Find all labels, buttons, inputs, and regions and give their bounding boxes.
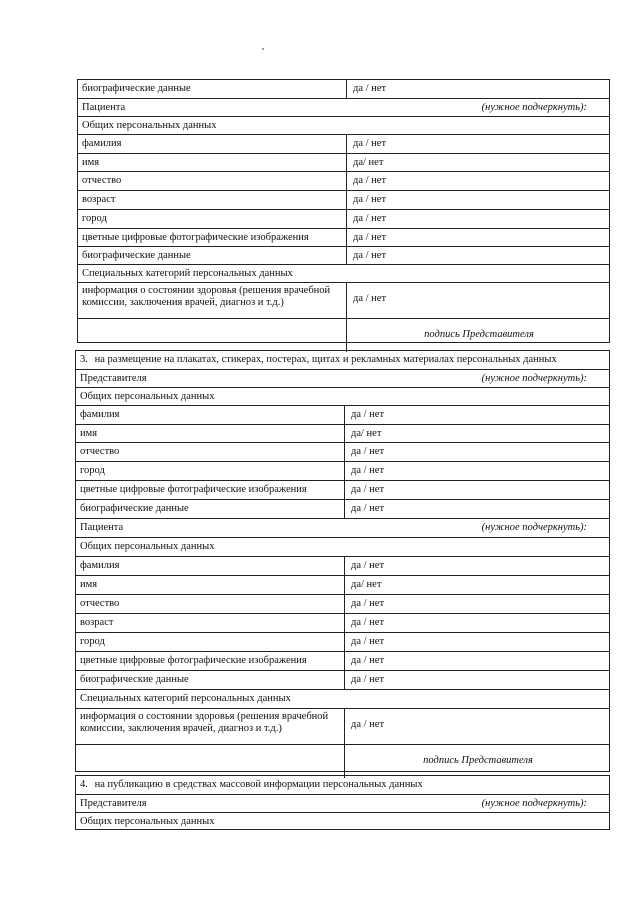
yes-no-choice[interactable]: да / нет bbox=[353, 250, 387, 261]
table-row bbox=[78, 191, 609, 210]
field-label: информация о состоянии здоровья (решения врачебной комиссии, заключения врачей, диагноз и т.д.) bbox=[78, 283, 347, 318]
table-row bbox=[76, 425, 609, 443]
consent-table-continued bbox=[77, 79, 610, 343]
table-row bbox=[78, 247, 609, 265]
yes-no-choice[interactable]: да / нет bbox=[351, 503, 385, 514]
field-label: биографические данные bbox=[78, 80, 347, 98]
subgroup-label: Общих персональных данных bbox=[80, 541, 215, 552]
field-label: возраст bbox=[76, 614, 345, 632]
yes-no-choice[interactable]: да / нет bbox=[353, 138, 387, 149]
hint-text: (нужное подчеркнуть): bbox=[481, 102, 587, 113]
field-label: фамилия bbox=[76, 406, 345, 424]
subgroup-header bbox=[78, 265, 609, 283]
yes-no-choice[interactable]: да / нет bbox=[351, 484, 385, 495]
yes-no-choice[interactable]: да / нет bbox=[351, 655, 385, 666]
field-label: биографические данные bbox=[76, 500, 345, 518]
table-row bbox=[76, 614, 609, 633]
yes-no-choice[interactable]: да / нет bbox=[351, 409, 385, 420]
section-title: на размещение на плакатах, стикерах, постерах, щитах и рекламных материалах персональных данных bbox=[94, 354, 557, 365]
group-label: Представителя bbox=[80, 798, 147, 809]
table-row bbox=[76, 671, 609, 690]
table-row bbox=[76, 633, 609, 652]
field-label: возраст bbox=[78, 191, 347, 209]
table-row bbox=[76, 500, 609, 519]
section-heading bbox=[76, 776, 609, 795]
signature-caption: подпись Представителя bbox=[423, 755, 533, 766]
yes-no-choice[interactable]: да/ нет bbox=[351, 579, 382, 590]
yes-no-choice[interactable]: да / нет bbox=[353, 293, 387, 304]
group-header-representative bbox=[76, 370, 609, 388]
section-number: 3. bbox=[80, 354, 88, 365]
subgroup-label: Общих персональных данных bbox=[80, 391, 215, 402]
yes-no-choice[interactable]: да / нет bbox=[351, 617, 385, 628]
field-label: город bbox=[76, 462, 345, 480]
field-label: имя bbox=[78, 154, 347, 171]
consent-section-4 bbox=[75, 775, 610, 830]
subgroup-label: Специальных категорий персональных данных bbox=[80, 693, 291, 704]
section-number: 4. bbox=[80, 779, 88, 790]
yes-no-choice[interactable]: да / нет bbox=[351, 446, 385, 457]
subgroup-label: Общих персональных данных bbox=[80, 816, 215, 827]
yes-no-choice[interactable]: да / нет bbox=[353, 213, 387, 224]
yes-no-choice[interactable]: да / нет bbox=[351, 636, 385, 647]
section-heading bbox=[76, 351, 609, 370]
field-label: отчество bbox=[78, 172, 347, 190]
signature-blank[interactable] bbox=[76, 745, 345, 778]
field-label: цветные цифровые фотографические изображения bbox=[78, 229, 347, 246]
subgroup-label: Специальных категорий персональных данных bbox=[82, 268, 293, 279]
table-row bbox=[76, 481, 609, 500]
group-label: Пациента bbox=[80, 522, 124, 533]
group-header-patient bbox=[78, 99, 609, 117]
signature-row bbox=[76, 745, 609, 778]
hint-text: (нужное подчеркнуть): bbox=[481, 522, 587, 533]
table-row bbox=[78, 172, 609, 191]
table-row bbox=[78, 229, 609, 247]
table-row bbox=[78, 80, 609, 99]
field-label: город bbox=[76, 633, 345, 651]
field-label: отчество bbox=[76, 595, 345, 613]
table-row bbox=[76, 652, 609, 671]
table-row bbox=[76, 462, 609, 481]
field-label: информация о состоянии здоровья (решения врачебной комиссии, заключения врачей, диагноз и т.д.) bbox=[76, 709, 345, 744]
hint-text: (нужное подчеркнуть): bbox=[481, 798, 587, 809]
consent-section-3 bbox=[75, 350, 610, 772]
yes-no-choice[interactable]: да / нет bbox=[351, 598, 385, 609]
field-label: имя bbox=[76, 425, 345, 442]
field-label: фамилия bbox=[76, 557, 345, 575]
yes-no-choice[interactable]: да / нет bbox=[353, 194, 387, 205]
subgroup-header bbox=[78, 117, 609, 135]
field-label: цветные цифровые фотографические изображения bbox=[76, 481, 345, 499]
table-row bbox=[76, 443, 609, 462]
table-row bbox=[76, 709, 609, 745]
yes-no-choice[interactable]: да / нет bbox=[351, 719, 385, 730]
group-label: Представителя bbox=[80, 373, 147, 384]
yes-no-choice[interactable]: да / нет bbox=[353, 83, 387, 94]
yes-no-choice[interactable]: да/ нет bbox=[351, 428, 382, 439]
field-label: отчество bbox=[76, 443, 345, 461]
subgroup-header bbox=[76, 388, 609, 406]
section-title: на публикацию в средствах массовой информации персональных данных bbox=[94, 779, 423, 790]
field-label: биографические данные bbox=[78, 247, 347, 264]
field-label: город bbox=[78, 210, 347, 228]
field-label: имя bbox=[76, 576, 345, 594]
subgroup-label: Общих персональных данных bbox=[82, 120, 217, 131]
scan-speck bbox=[262, 48, 264, 50]
table-row bbox=[78, 135, 609, 154]
subgroup-header bbox=[76, 538, 609, 557]
signature-blank[interactable] bbox=[78, 319, 347, 352]
table-row bbox=[78, 154, 609, 172]
subgroup-header bbox=[76, 813, 609, 831]
signature-row bbox=[78, 319, 609, 352]
yes-no-choice[interactable]: да / нет bbox=[351, 560, 385, 571]
yes-no-choice[interactable]: да / нет bbox=[351, 465, 385, 476]
yes-no-choice[interactable]: да / нет bbox=[353, 232, 387, 243]
field-label: биографические данные bbox=[76, 671, 345, 689]
group-label: Пациента bbox=[82, 102, 126, 113]
hint-text: (нужное подчеркнуть): bbox=[481, 373, 587, 384]
group-header-representative bbox=[76, 795, 609, 813]
yes-no-choice[interactable]: да/ нет bbox=[353, 157, 384, 168]
table-row bbox=[76, 576, 609, 595]
field-label: фамилия bbox=[78, 135, 347, 153]
table-row bbox=[78, 283, 609, 319]
subgroup-header bbox=[76, 690, 609, 709]
table-row bbox=[76, 557, 609, 576]
table-row bbox=[76, 406, 609, 425]
yes-no-choice[interactable]: да / нет bbox=[351, 674, 385, 685]
field-label: цветные цифровые фотографические изображения bbox=[76, 652, 345, 670]
signature-caption: подпись Представителя bbox=[424, 329, 534, 340]
group-header-patient bbox=[76, 519, 609, 538]
yes-no-choice[interactable]: да / нет bbox=[353, 175, 387, 186]
table-row bbox=[78, 210, 609, 229]
table-row bbox=[76, 595, 609, 614]
